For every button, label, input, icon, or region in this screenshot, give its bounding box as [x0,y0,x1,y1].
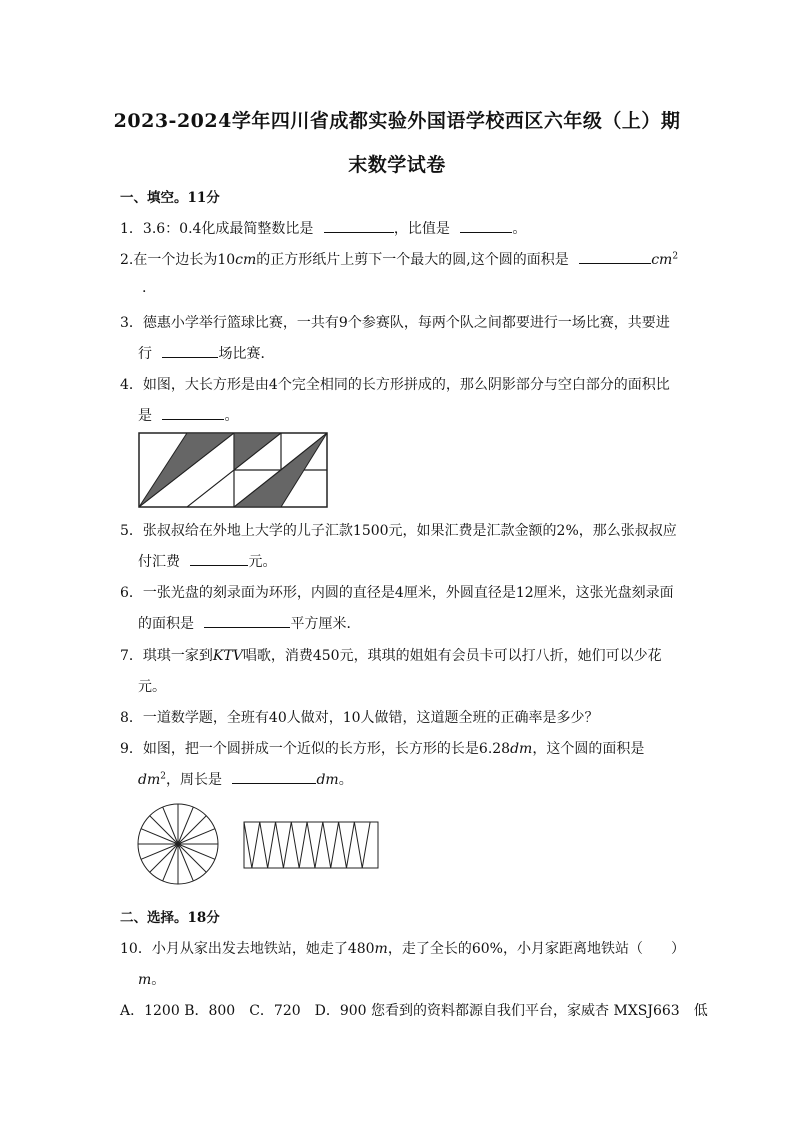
answer-blank [162,406,224,420]
answer-blank [190,552,248,566]
circle-to-rectangle-figure [136,802,384,890]
question-1: 1．3.6：0.4化成最简整数比是 ，比值是 。 [120,221,527,237]
question-4-line1: 4．如图，大长方形是由4个完全相同的长方形拼成的，那么阴影部分与空白部分的面积比 [120,377,670,393]
answer-blank [204,614,290,628]
rectangle-shading-figure [138,432,330,510]
answer-blank [232,770,316,784]
section-choice-heading: 二、选择。18分 [120,910,220,926]
question-6-line2: 的面积是 平方厘米． [138,616,361,632]
question-9-line2: $dm^2$，周长是 dm。 [138,771,353,788]
question-2-end: . [142,280,147,296]
question-6-line1: 6．一张光盘的刻录面为环形，内圆的直径是4厘米，外圆直径是12厘米，这张光盘刻录面 [120,585,674,601]
section-fill-in-heading: 一、填空。11分 [120,190,220,206]
answer-blank [579,250,651,264]
question-10-line1: 10．小月从家出发去地铁站，她走了480m，走了全长的60%，小月家距离地铁站（ ） [120,941,685,957]
answer-blank [324,219,394,233]
question-8: 8．一道数学题，全班有40人做对，10人做错，这道题全班的正确率是多少？ [120,710,599,726]
question-4-line2: 是 。 [138,408,239,424]
answer-blank [460,219,512,233]
answer-blank [162,344,218,358]
question-10-options: A．1200 B．800 C．720 D．900 您看到的资料都源自我们平台，家威杏 MXSJ663 低 [120,1003,708,1019]
question-7-line1: 7．琪琪一家到KTV唱歌，消费450元，琪琪的姐姐有会员卡可以打八折，她们可以少花 [120,648,662,664]
question-5-line1: 5．张叔叔给在外地上大学的儿子汇款1500元，如果汇费是汇款金额的2%，那么张叔叔应 [120,523,677,539]
question-3-line2: 行 场比赛． [138,346,275,362]
paper-title-line2: 末数学试卷 [348,154,446,176]
question-7-line2: 元。 [138,679,166,695]
paper-title-line1: 2023-2024学年四川省成都实验外国语学校西区六年级（上）期 [113,110,681,132]
question-2: 2.在一个边长为10cm的正方形纸片上剪下一个最大的圆,这个圆的面积是 $cm^2$ [120,251,679,268]
question-9-line1: 9．如图，把一个圆拼成一个近似的长方形，长方形的长是6.28dm，这个圆的面积是 [120,741,645,757]
question-10-line2: m。 [138,972,166,988]
question-3-line1: 3．德惠小学举行篮球比赛，一共有9个参赛队，每两个队之间都要进行一场比赛，共要进 [120,315,670,331]
question-5-line2: 付汇费 元。 [138,554,277,570]
